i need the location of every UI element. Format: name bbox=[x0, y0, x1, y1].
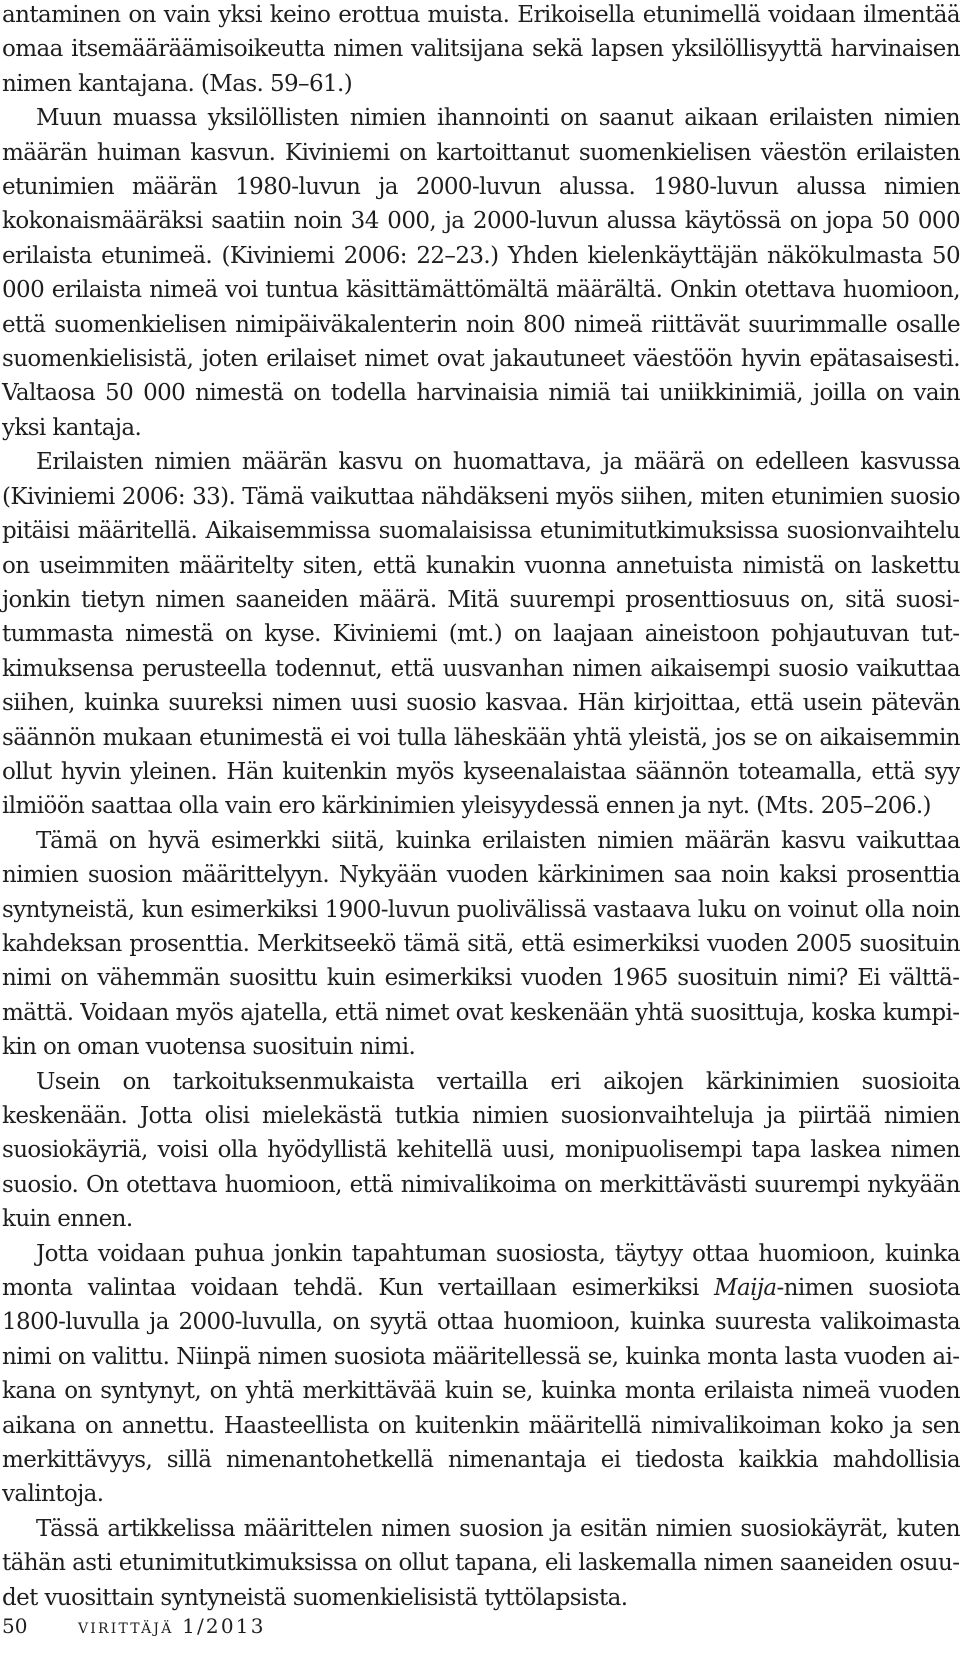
page-number: 50 bbox=[2, 1614, 28, 1638]
paragraph-6 bbox=[2, 1237, 960, 1512]
body-text bbox=[2, 0, 960, 1615]
paragraph-1: antaminen on vain yksi keino erottua muista. Erikoisella etunimellä voidaan ilmentää omaa itsemääräämisoikeutta nimen valitsijana sekä lapsen yksilöllisyyttä harvinaisen nimen kantajana. (Mas. 59–61.) bbox=[2, 2, 960, 97]
journal-title: virittäjä 1/2013 bbox=[78, 1614, 266, 1638]
paragraph-7: Tässä artikkelissa määrittelen nimen suosion ja esitän nimien suosiokäyrät, kuten tähän asti etunimitutkimuksissa on ollut tapana, eli laskemalla nimen saaneiden osuudet vuosittain syntyneistä suomenkielisistä tyttölapsista. bbox=[2, 1515, 960, 1611]
paragraph-3: Erilaisten nimien määrän kasvu on huomattava, ja määrä on edelleen kasvussa (Kiviniemi 2006: 33). Tämä vaikuttaa nähdäkseni myös siihen, miten etunimien suosio pitäisi määritellä. Aikaisemmissa suomalaisissa etunimitutkimuksissa suosionvaihtelu on useimmiten määritelty siten, että kunakin vuonna annetuista nimistä on laskettu jonkin tietyn nimen saaneiden määrä. Mitä suurempi prosenttiosuus on, sitä suositummasta nimestä on kyse. Kiviniemi (mt.) on laajaan aineistoon pohjautuvan tutkimuksensa perusteella todennut, että uusvanhan nimen aikaisempi suosio vaikuttaa siihen, kuinka suureksi nimen uusi suosio kasvaa. Hän kirjoittaa, että usein pätevän säännön mukaan etunimestä ei voi tulla läheskään yhtä yleistä, jos se on aikaisemmin ollut hyvin yleinen. Hän kuitenkin myös kyseenalaistaa säännön toteamalla, että syy ilmiöön saattaa olla vain ero kärkinimien yleisyydessä ennen ja nyt. (Mts. 205–206.) bbox=[2, 449, 960, 820]
paragraph-5: Usein on tarkoituksenmukaista vertailla eri aikojen kärkinimien suosioita keskenään. Jotta olisi mielekästä tutkia nimien suosionvaihteluja ja piirtää nimien suosiokäyriä, voisi olla hyödyllistä kehitellä uusi, monipuolisempi tapa laskea nimen suosio. On otettava huomioon, että nimivalikoima on merkittävästi suurempi nykyään kuin ennen. bbox=[2, 1068, 960, 1233]
italic-name-term: Maija bbox=[714, 1275, 777, 1302]
paragraph-6-text-end: -nimen suosiota 1800-luvulla ja 2000-luvulla, on syytä ottaa huomioon, kuinka suuresta valikoimasta nimi on valittu. Niinpä nimen suosiota määritellessä se, kuinka monta lasta vuoden aikana on syntynyt, on yhtä merkittävää kuin se, kuinka monta erilaista nimeä vuoden aikana on annettu. Haasteellista on kuitenkin määritellä nimivalikoiman koko ja sen merkittävyys, sillä nimenantohetkellä nimenantaja ei tiedosta kaikkia mahdollisia valintoja. bbox=[2, 1275, 960, 1508]
paragraph-2: Muun muassa yksilöllisten nimien ihannointi on saanut aikaan erilaisten nimien määrän huiman kasvun. Kiviniemi on kartoittanut suomenkielisen väestön erilaisten etunimien määrän 1980-luvun ja 2000-luvun alussa. 1980-luvun alussa nimien kokonaismääräksi saatiin noin 34 000, ja 2000-luvun alussa käytössä on jopa 50 000 erilaista etunimeä. (Kiviniemi 2006: 22–23.) Yhden kielenkäyttäjän näkökulmasta 50 000 erilaista nimeä voi tuntua käsittämättömältä määrältä. Onkin otettava huomioon, että suomenkielisen nimipäiväkalenterin noin 800 nimeä riittävät suurimmalle osalle suomenkielisistä, joten erilaiset nimet ovat jakautuneet väestöön hyvin epätasaisesti. Valtaosa 50 000 nimestä on todella harvinaisia nimiä tai uniikkinimiä, joilla on vain yksi kantaja. bbox=[2, 105, 960, 441]
paragraph-6-text-start: Jotta voidaan puhua jonkin tapahtuman suosiosta, täytyy ottaa huomioon, kuinka monta valintaa voidaan tehdä. Kun vertaillaan esimerkiksi bbox=[2, 1240, 960, 1302]
paragraph-4: Tämä on hyvä esimerkki siitä, kuinka erilaisten nimien määrän kasvu vaikuttaa nimien suosion määrittelyyn. Nykyään vuoden kärkinimen saa noin kaksi prosenttia syntyneistä, kun esimerkiksi 1900-luvun puolivälissä vastaava luku on voinut olla noin kahdeksan prosenttia. Merkitseekö tämä sitä, että esimerkiksi vuoden 2005 suosituin nimi on vähemmän suosittu kuin esimerkiksi vuoden 1965 suosituin nimi? Ei välttämättä. Voidaan myös ajatella, että nimet ovat keskenään yhtä suosittuja, koska kumpikin on oman vuotensa suosituin nimi. bbox=[2, 827, 960, 1061]
page-footer bbox=[2, 1614, 266, 1638]
